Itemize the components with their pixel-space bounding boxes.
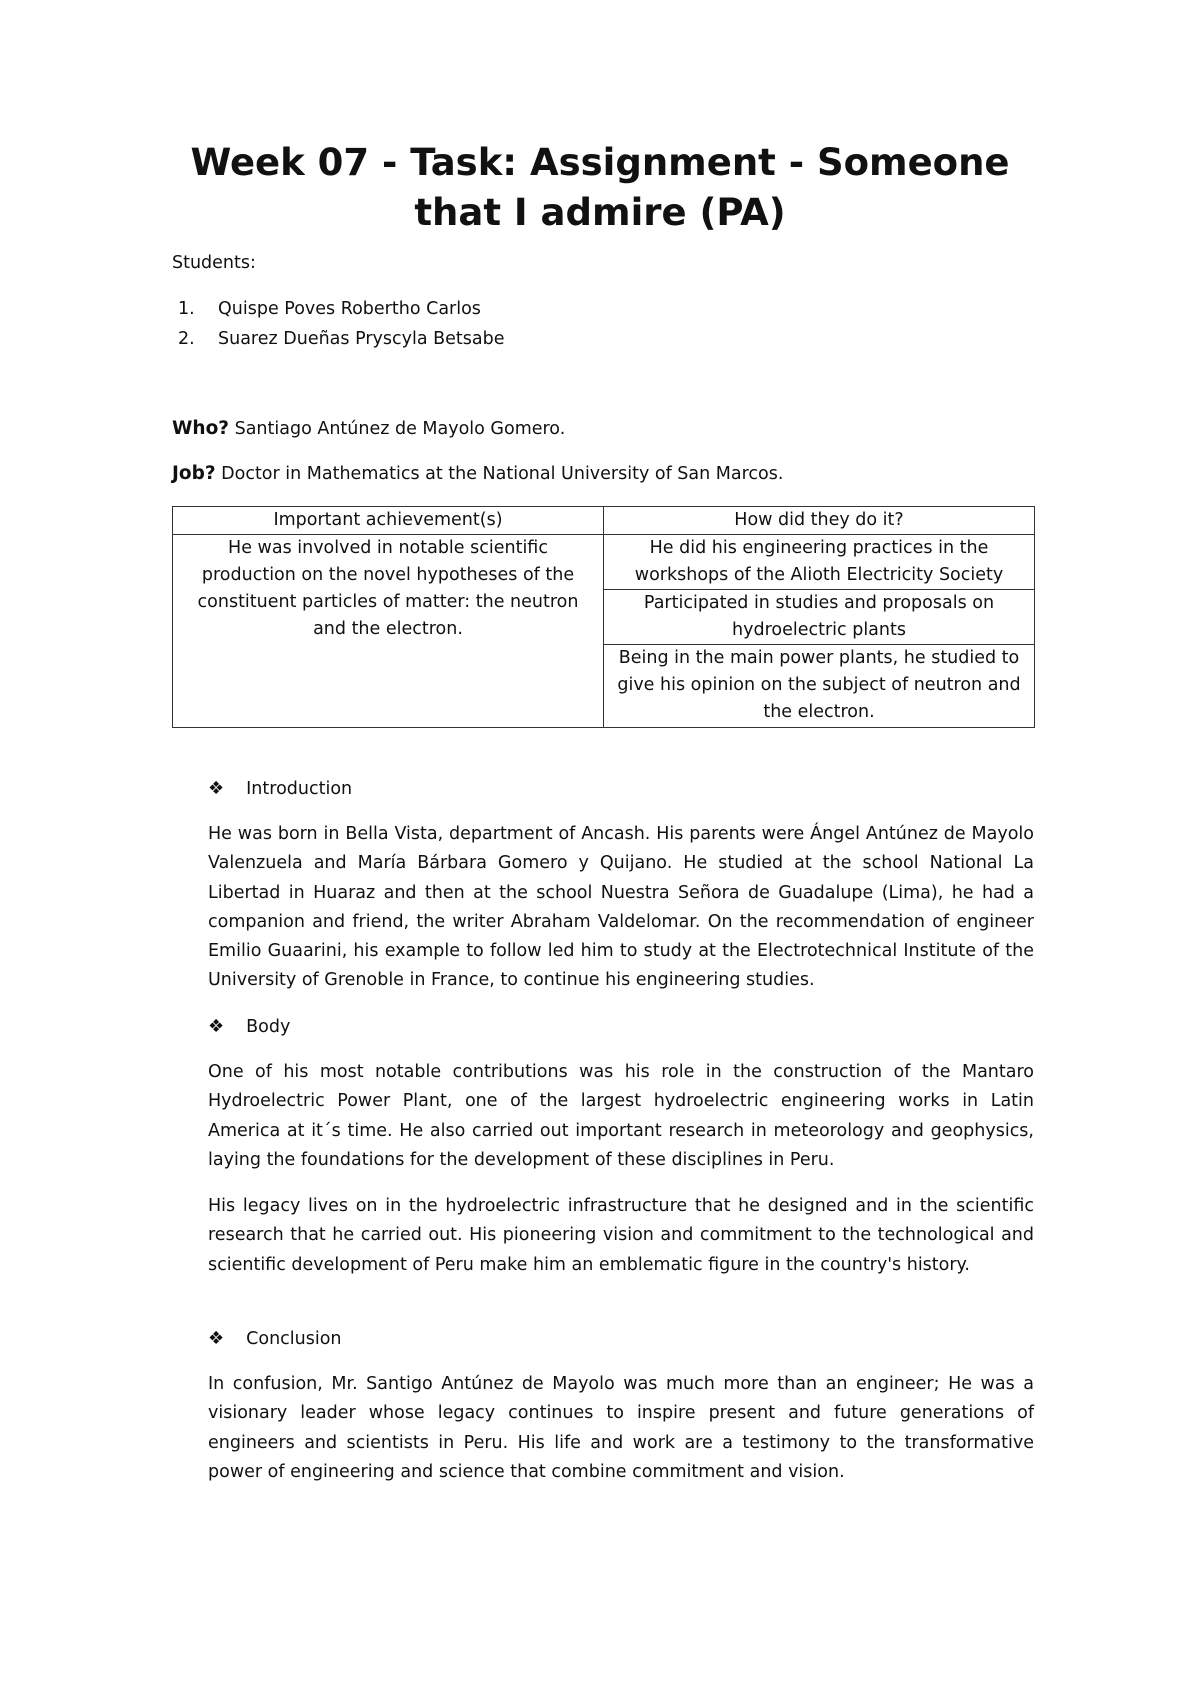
section-heading-body	[208, 1016, 290, 1037]
conclusion-paragraph: In confusion, Mr. Santigo Antúnez de Mayolo was much more than an engineer; He was a visionary leader whose legacy continues to inspire present and future generations of engineers and scientists in Peru. His life and work are a testimony to the transformative power of engineering and science that combine commitment and vision.	[208, 1374, 1034, 1482]
how-cell: He did his engineering practices in the workshops of the Alioth Electricity Society	[604, 535, 1035, 590]
how-cell: Participated in studies and proposals on hydroelectric plants	[604, 590, 1035, 645]
achievements-table	[172, 506, 1035, 728]
table-header-how: How did they do it?	[604, 507, 1035, 535]
student-number: 2.	[178, 329, 195, 349]
section-heading-introduction	[208, 778, 352, 799]
document-title: Week 07 - Task: Assignment - Someone that I admire (PA)	[190, 141, 1010, 234]
diamond-bullet-icon: ❖	[208, 1016, 225, 1037]
body-paragraph-1: One of his most notable contributions was his role in the construction of the Mantaro Hydroelectric Power Plant, one of the largest hydroelectric engineering works in Latin America at it´s time. He also carried out important research in meteorology and geophysics, laying the foundations for the development of these disciplines in Peru.	[208, 1062, 1034, 1170]
job-line	[172, 463, 783, 484]
who-label: Who?	[172, 418, 230, 439]
table-row	[173, 535, 1035, 590]
body-paragraph-2: His legacy lives on in the hydroelectric infrastructure that he designed and in the scientific research that he carried out. His pioneering vision and commitment to the technological and scientific development of Peru make him an emblematic figure in the country's history.	[208, 1196, 1034, 1275]
job-label: Job?	[172, 463, 216, 484]
who-value: Santiago Antúnez de Mayolo Gomero.	[229, 419, 566, 439]
student-name: Suarez Dueñas Pryscyla Betsabe	[218, 329, 505, 349]
section-heading-label: Conclusion	[246, 1329, 342, 1349]
who-line	[172, 418, 565, 439]
introduction-paragraph: He was born in Bella Vista, department of Ancash. His parents were Ángel Antúnez de Mayolo Valenzuela and María Bárbara Gomero y Quijano. He studied at the school National La Libertad in Huaraz and then at the school Nuestra Señora de Guadalupe (Lima), he had a companion and friend, the writer Abraham Valdelomar. On the recommendation of engineer Emilio Guaarini, his example to follow led him to study at the Electrotechnical Institute of the University of Grenoble in France, to continue his engineering studies.	[208, 824, 1034, 991]
table-header-row	[173, 507, 1035, 535]
how-cell: Being in the main power plants, he studied to give his opinion on the subject of neutron and the electron.	[604, 645, 1035, 728]
achievement-cell: He was involved in notable scientific production on the novel hypotheses of the constituent particles of matter: the neutron and the electron.	[173, 535, 604, 728]
diamond-bullet-icon: ❖	[208, 1328, 225, 1349]
students-label: Students:	[172, 253, 256, 273]
section-heading-label: Introduction	[246, 779, 353, 799]
table-header-achievement: Important achievement(s)	[173, 507, 604, 535]
section-heading-conclusion	[208, 1328, 342, 1349]
student-name: Quispe Poves Robertho Carlos	[218, 299, 481, 319]
diamond-bullet-icon: ❖	[208, 778, 225, 799]
student-item	[178, 329, 504, 349]
student-item	[178, 299, 481, 319]
job-value: Doctor in Mathematics at the National University of San Marcos.	[215, 464, 784, 484]
student-number: 1.	[178, 299, 195, 319]
section-heading-label: Body	[246, 1017, 291, 1037]
